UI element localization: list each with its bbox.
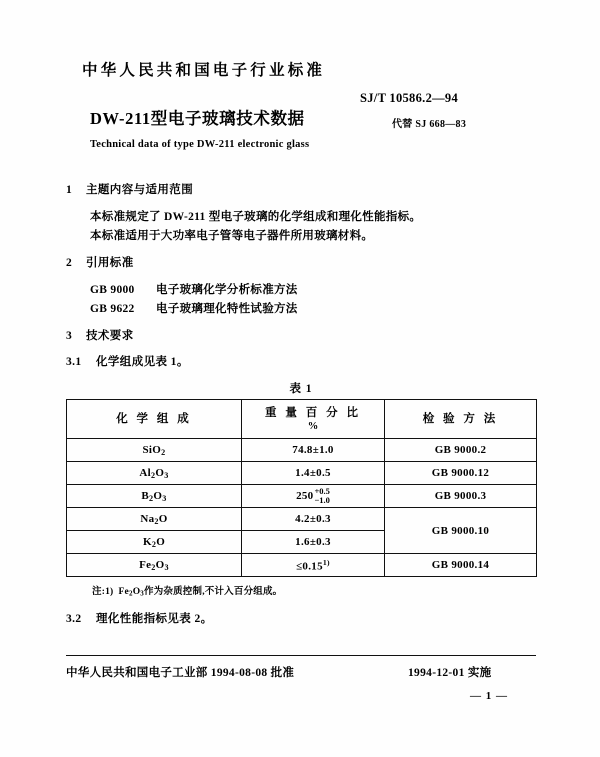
tolerance-group bbox=[314, 487, 329, 506]
column-header-percent-label: 重 量 百 分 比 bbox=[265, 406, 361, 419]
footnote-marker: 1) bbox=[322, 557, 330, 567]
formula-element: O bbox=[153, 489, 163, 502]
tolerance-upper: +0.5 bbox=[314, 485, 330, 496]
section-1-heading bbox=[66, 182, 600, 199]
cell-method: GB 9000.3 bbox=[385, 485, 537, 508]
formula-element: O bbox=[155, 558, 165, 571]
subsection-3-1-number: 3.1 bbox=[66, 356, 82, 368]
section-2-number: 2 bbox=[66, 257, 73, 269]
national-standard-title: 中华人民共和国电子行业标准 bbox=[82, 62, 326, 79]
cell-percent: 1.6±0.3 bbox=[242, 531, 385, 554]
section-3-title: 技术要求 bbox=[86, 330, 134, 342]
formula-subscript: 3 bbox=[140, 589, 144, 598]
formula-subscript: 2 bbox=[151, 470, 156, 480]
formula-element: Na bbox=[140, 512, 155, 525]
table-1-caption: 表 1 bbox=[289, 383, 313, 395]
document-title-english: Technical data of type DW-211 electronic glass bbox=[90, 139, 310, 150]
formula-element: O bbox=[155, 466, 165, 479]
cell-composition bbox=[67, 439, 242, 462]
table-row bbox=[67, 485, 537, 508]
table-row bbox=[67, 508, 537, 531]
subsection-3-2-text: 理化性能指标见表 2。 bbox=[96, 612, 213, 625]
percent-value: 250 bbox=[296, 489, 314, 502]
footer-effective-date: 1994-12-01 实施 bbox=[408, 667, 492, 679]
footer-divider bbox=[66, 655, 536, 656]
section-2-heading bbox=[66, 255, 600, 272]
cell-composition bbox=[67, 462, 242, 485]
table-1-chemical-composition bbox=[66, 399, 537, 577]
cell-percent bbox=[242, 554, 385, 577]
section-3-number: 3 bbox=[66, 330, 73, 342]
cell-percent: 1.4±0.5 bbox=[242, 462, 385, 485]
formula-element: O bbox=[132, 587, 141, 597]
cell-method: GB 9000.10 bbox=[385, 508, 537, 554]
formula-element: SiO bbox=[142, 443, 162, 456]
formula-element: Al bbox=[139, 466, 151, 479]
formula-subscript: 2 bbox=[151, 539, 157, 549]
formula-element: Fe bbox=[139, 558, 152, 571]
table-row bbox=[67, 554, 537, 577]
reference-name: 电子玻璃理化特性试验方法 bbox=[156, 303, 298, 315]
formula-element: B bbox=[141, 489, 150, 502]
formula-subscript: 2 bbox=[161, 447, 166, 457]
document-title: DW-211型电子玻璃技术数据 bbox=[90, 109, 305, 128]
cell-composition bbox=[67, 485, 242, 508]
table-1-footnote bbox=[92, 577, 600, 598]
document-body bbox=[0, 182, 600, 628]
column-header-method-label: 检 验 方 法 bbox=[422, 413, 499, 425]
footer-approval: 中华人民共和国电子工业部 1994-08-08 批准 bbox=[66, 667, 295, 679]
reference-item bbox=[90, 281, 600, 300]
table-row bbox=[67, 462, 537, 485]
section-3-heading bbox=[66, 328, 600, 345]
cell-method: GB 9000.2 bbox=[385, 439, 537, 462]
section-1-paragraph-1: 本标准规定了 DW-211 型电子玻璃的化学组成和理化性能指标。 bbox=[90, 211, 422, 223]
standard-number: SJ/T 10586.2—94 bbox=[360, 91, 459, 105]
document-header bbox=[0, 58, 600, 168]
cell-method: GB 9000.14 bbox=[385, 554, 537, 577]
cell-composition bbox=[67, 554, 242, 577]
column-header-composition bbox=[67, 400, 242, 439]
cell-percent: 74.8±1.0 bbox=[242, 439, 385, 462]
formula-subscript: 2 bbox=[151, 562, 156, 572]
formula-subscript: 2 bbox=[128, 589, 133, 598]
percent-value: ≤0.15 bbox=[296, 560, 323, 573]
column-header-composition-label: 化 学 组 成 bbox=[116, 413, 192, 425]
table-row bbox=[67, 439, 537, 462]
column-header-percent bbox=[242, 400, 385, 439]
formula-element: Fe bbox=[118, 587, 129, 597]
formula-subscript: 3 bbox=[164, 562, 169, 572]
subsection-3-2 bbox=[66, 611, 600, 628]
cell-composition bbox=[67, 508, 242, 531]
reference-item bbox=[90, 300, 600, 319]
formula-element: O bbox=[158, 512, 168, 525]
subsection-3-1 bbox=[66, 354, 600, 371]
section-1-title: 主题内容与适用范围 bbox=[86, 184, 194, 196]
section-2-title: 引用标准 bbox=[86, 257, 134, 269]
cell-percent: 4.2±0.3 bbox=[242, 508, 385, 531]
page-number: — 1 — bbox=[470, 690, 508, 702]
column-header-method bbox=[385, 400, 537, 439]
reference-name: 电子玻璃化学分析标准方法 bbox=[156, 284, 298, 296]
section-1-paragraph-2: 本标准适用于大功率电子管等电子器件所用玻璃材料。 bbox=[90, 230, 374, 242]
standard-replaces: 代替 SJ 668—83 bbox=[392, 119, 467, 130]
reference-code: GB 9622 bbox=[90, 303, 135, 315]
formula-element: O bbox=[156, 535, 166, 548]
cell-percent bbox=[242, 485, 385, 508]
cell-composition bbox=[67, 531, 242, 554]
table-header-row bbox=[67, 400, 537, 439]
footnote-label: 注:1) bbox=[92, 587, 114, 597]
subsection-3-2-number: 3.2 bbox=[66, 612, 82, 625]
subsection-3-1-text: 化学组成见表 1。 bbox=[96, 356, 189, 368]
formula-subscript: 2 bbox=[154, 516, 159, 526]
reference-code: GB 9000 bbox=[90, 284, 135, 296]
cell-method: GB 9000.12 bbox=[385, 462, 537, 485]
tolerance-lower: −1.0 bbox=[314, 495, 330, 505]
formula-subscript: 3 bbox=[162, 493, 167, 503]
footnote-text: 作为杂质控制,不计入百分组成。 bbox=[144, 587, 283, 597]
section-1-number: 1 bbox=[66, 184, 73, 196]
formula-element: K bbox=[142, 535, 152, 548]
formula-subscript: 3 bbox=[164, 470, 169, 480]
formula-subscript: 2 bbox=[149, 493, 154, 503]
column-header-percent-unit: % bbox=[307, 420, 319, 432]
